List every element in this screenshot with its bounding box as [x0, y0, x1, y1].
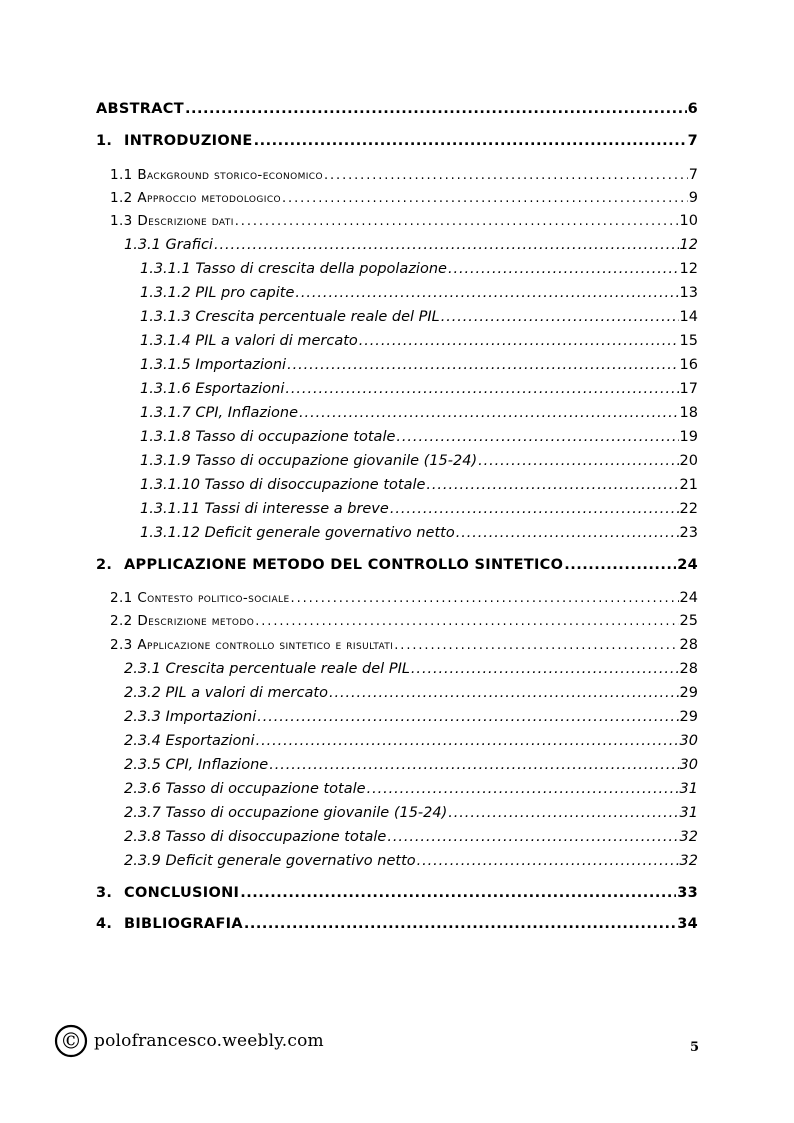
toc-entry-1-3-1-7[interactable]: [140, 405, 698, 421]
toc-leader-dots: [214, 237, 679, 253]
toc-entry-section-2[interactable]: [96, 557, 698, 573]
toc-title: 1.3.1.8 Tasso di occupazione totale: [140, 429, 396, 445]
toc-leader-dots: [299, 405, 679, 421]
toc-entry-section-3[interactable]: [96, 885, 698, 901]
toc-title: 2.3.6 Tasso di occupazione totale: [124, 781, 366, 797]
copyright-icon: [54, 1024, 88, 1058]
toc-entry-2-3-4[interactable]: [124, 733, 698, 749]
toc-page: 20: [679, 453, 698, 469]
toc-entry-1-1[interactable]: [110, 167, 698, 183]
toc-page: 7: [687, 133, 698, 149]
page-footer: [54, 1024, 324, 1058]
toc-title: 1.3.1.1 Tasso di crescita della popolazione: [140, 261, 447, 277]
toc-leader-dots: [367, 781, 679, 797]
toc-leader-dots: [324, 168, 688, 183]
website-url: polofrancesco.weebly.com: [94, 1031, 324, 1051]
toc-title: 1.3.1.5 Importazioni: [140, 357, 287, 373]
toc-leader-dots: [244, 916, 676, 932]
toc-title: 1.3.1 Grafici: [124, 237, 213, 253]
toc-entry-2-3[interactable]: [110, 637, 698, 653]
toc-entry-1-3[interactable]: [110, 213, 698, 229]
toc-leader-dots: [564, 557, 676, 573]
toc-entry-2-3-2[interactable]: [124, 685, 698, 701]
toc-entry-1-3-1-11[interactable]: [140, 501, 698, 517]
toc-title: BIBLIOGRAFIA: [124, 916, 243, 932]
toc-entry-2-3-3[interactable]: [124, 709, 698, 725]
toc-page: 14: [679, 309, 698, 325]
toc-leader-dots: [254, 133, 687, 149]
toc-title: 1.3.1.7 CPI, Inflazione: [140, 405, 299, 421]
toc-page: 28: [679, 661, 698, 677]
toc-page: 18: [679, 405, 698, 421]
toc-entry-2-3-5[interactable]: [124, 757, 698, 773]
toc-page: 7: [688, 167, 698, 183]
toc-page: 29: [679, 709, 698, 725]
toc-leader-dots: [240, 885, 676, 901]
toc-title: 2.3.2 PIL a valori di mercato: [124, 685, 328, 701]
toc-page: 12: [679, 261, 698, 277]
toc-title: 1.2 Approccio metodologico: [110, 190, 282, 206]
toc-leader-dots: [257, 709, 678, 725]
toc-leader-dots: [255, 614, 678, 629]
toc-leader-dots: [426, 477, 678, 493]
toc-title: 2.1 Contesto politico-sociale: [110, 590, 290, 606]
toc-entry-1-3-1-3[interactable]: [140, 309, 698, 325]
toc-section-number: 3.: [96, 885, 113, 901]
toc-entry-1-3-1-2[interactable]: [140, 285, 698, 301]
toc-leader-dots: [456, 525, 679, 541]
copyright-symbol: ©: [60, 1029, 82, 1055]
toc-title: APPLICAZIONE METODO DEL CONTROLLO SINTETICO: [124, 557, 564, 573]
toc-entry-2-2[interactable]: [110, 613, 698, 629]
toc-leader-dots: [396, 429, 678, 445]
toc-page: 15: [679, 333, 698, 349]
toc-title: 2.3 Applicazione controllo sintetico e risultati: [110, 637, 394, 653]
toc-entry-2-3-1[interactable]: [124, 661, 698, 677]
toc-entry-1-3-1-12[interactable]: [140, 525, 698, 541]
toc-page: 17: [679, 381, 698, 397]
toc-page: 34: [677, 916, 698, 932]
toc-leader-dots: [235, 214, 679, 229]
toc-page: 28: [679, 637, 698, 653]
toc-entry-1-3-1-5[interactable]: [140, 357, 698, 373]
toc-page: 33: [677, 885, 698, 901]
toc-page: 16: [679, 357, 698, 373]
toc-entry-1-3-1-6[interactable]: [140, 381, 698, 397]
toc-page: 19: [679, 429, 698, 445]
toc-title: 2.2 Descrizione metodo: [110, 613, 255, 629]
toc-leader-dots: [359, 333, 679, 349]
toc-leader-dots: [269, 757, 678, 773]
toc-leader-dots: [448, 261, 679, 277]
toc-entry-1-3-1-10[interactable]: [140, 477, 698, 493]
toc-leader-dots: [285, 381, 678, 397]
toc-page: 25: [679, 613, 698, 629]
toc-page: 32: [679, 853, 698, 869]
toc-page: 22: [679, 501, 698, 517]
toc-section-number: 2.: [96, 557, 113, 573]
toc-leader-dots: [394, 638, 678, 653]
toc-section-number: 1.: [96, 133, 113, 149]
toc-page: 23: [679, 525, 698, 541]
toc-entry-2-3-7[interactable]: [124, 805, 698, 821]
toc-page: 13: [679, 285, 698, 301]
toc-leader-dots: [387, 829, 678, 845]
toc-entry-1-3-1-9[interactable]: [140, 453, 698, 469]
toc-entry-1-3-1-4[interactable]: [140, 333, 698, 349]
toc-leader-dots: [256, 733, 679, 749]
toc-page: 30: [679, 757, 698, 773]
toc-leader-dots: [295, 285, 678, 301]
toc-leader-dots: [478, 453, 678, 469]
toc-title: 2.3.7 Tasso di occupazione giovanile (15-24): [124, 805, 448, 821]
toc-title: 1.3.1.4 PIL a valori di mercato: [140, 333, 358, 349]
toc-title: 1.3.1.10 Tasso di disoccupazione totale: [140, 477, 426, 493]
toc-leader-dots: [411, 661, 679, 677]
toc-entry-abstract[interactable]: [96, 101, 698, 117]
toc-title: 1.3 Descrizione dati: [110, 213, 234, 229]
toc-title: 2.3.9 Deficit generale governativo netto: [124, 853, 416, 869]
toc-title: 2.3.5 CPI, Inflazione: [124, 757, 269, 773]
toc-leader-dots: [329, 685, 679, 701]
toc-entry-1-2[interactable]: [110, 190, 698, 206]
toc-entry-2-3-9[interactable]: [124, 853, 698, 869]
toc-leader-dots: [185, 101, 687, 117]
toc-title: 1.3.1.12 Deficit generale governativo netto: [140, 525, 455, 541]
toc-title: 1.3.1.11 Tassi di interesse a breve: [140, 501, 389, 517]
toc-entry-section-1[interactable]: [96, 133, 698, 149]
page-number: 5: [690, 1040, 700, 1055]
toc-leader-dots: [417, 853, 679, 869]
toc-leader-dots: [390, 501, 679, 517]
toc-entry-2-3-8[interactable]: [124, 829, 698, 845]
toc-title: 1.3.1.6 Esportazioni: [140, 381, 285, 397]
toc-entry-2-1[interactable]: [110, 590, 698, 606]
toc-title: 1.3.1.2 PIL pro capite: [140, 285, 295, 301]
toc-entry-1-3-1-8[interactable]: [140, 429, 698, 445]
toc-title: INTRODUZIONE: [124, 133, 253, 149]
toc-page: 31: [679, 781, 698, 797]
toc-entry-2-3-6[interactable]: [124, 781, 698, 797]
toc-entry-1-3-1[interactable]: [124, 237, 698, 253]
toc-section-number: 4.: [96, 916, 113, 932]
toc-title: CONCLUSIONI: [124, 885, 240, 901]
toc-leader-dots: [287, 357, 678, 373]
toc-leader-dots: [291, 591, 679, 606]
toc-page: 10: [679, 213, 698, 229]
toc-title: 2.3.8 Tasso di disoccupazione totale: [124, 829, 387, 845]
toc-page: 12: [679, 237, 698, 253]
toc-page: 32: [679, 829, 698, 845]
toc-leader-dots: [282, 191, 688, 206]
toc-leader-dots: [448, 805, 678, 821]
toc-page: 30: [679, 733, 698, 749]
toc-entry-1-3-1-1[interactable]: [140, 261, 698, 277]
toc-title: 1.3.1.3 Crescita percentuale reale del PIL: [140, 309, 440, 325]
toc-page: 31: [679, 805, 698, 821]
toc-title: 2.3.3 Importazioni: [124, 709, 257, 725]
toc-page: 29: [679, 685, 698, 701]
toc-page: 21: [679, 477, 698, 493]
toc-page: 24: [677, 557, 698, 573]
toc-leader-dots: [441, 309, 679, 325]
toc-page: 9: [688, 190, 698, 206]
toc-title: 1.1 Background storico-economico: [110, 167, 323, 183]
toc-title: 2.3.4 Esportazioni: [124, 733, 255, 749]
toc-page: 24: [679, 590, 698, 606]
toc-entry-section-4[interactable]: [96, 916, 698, 932]
toc-title: 1.3.1.9 Tasso di occupazione giovanile (15-24): [140, 453, 478, 469]
toc-title: 2.3.1 Crescita percentuale reale del PIL: [124, 661, 410, 677]
toc-title: ABSTRACT: [96, 101, 184, 117]
toc-page: 6: [687, 101, 698, 117]
